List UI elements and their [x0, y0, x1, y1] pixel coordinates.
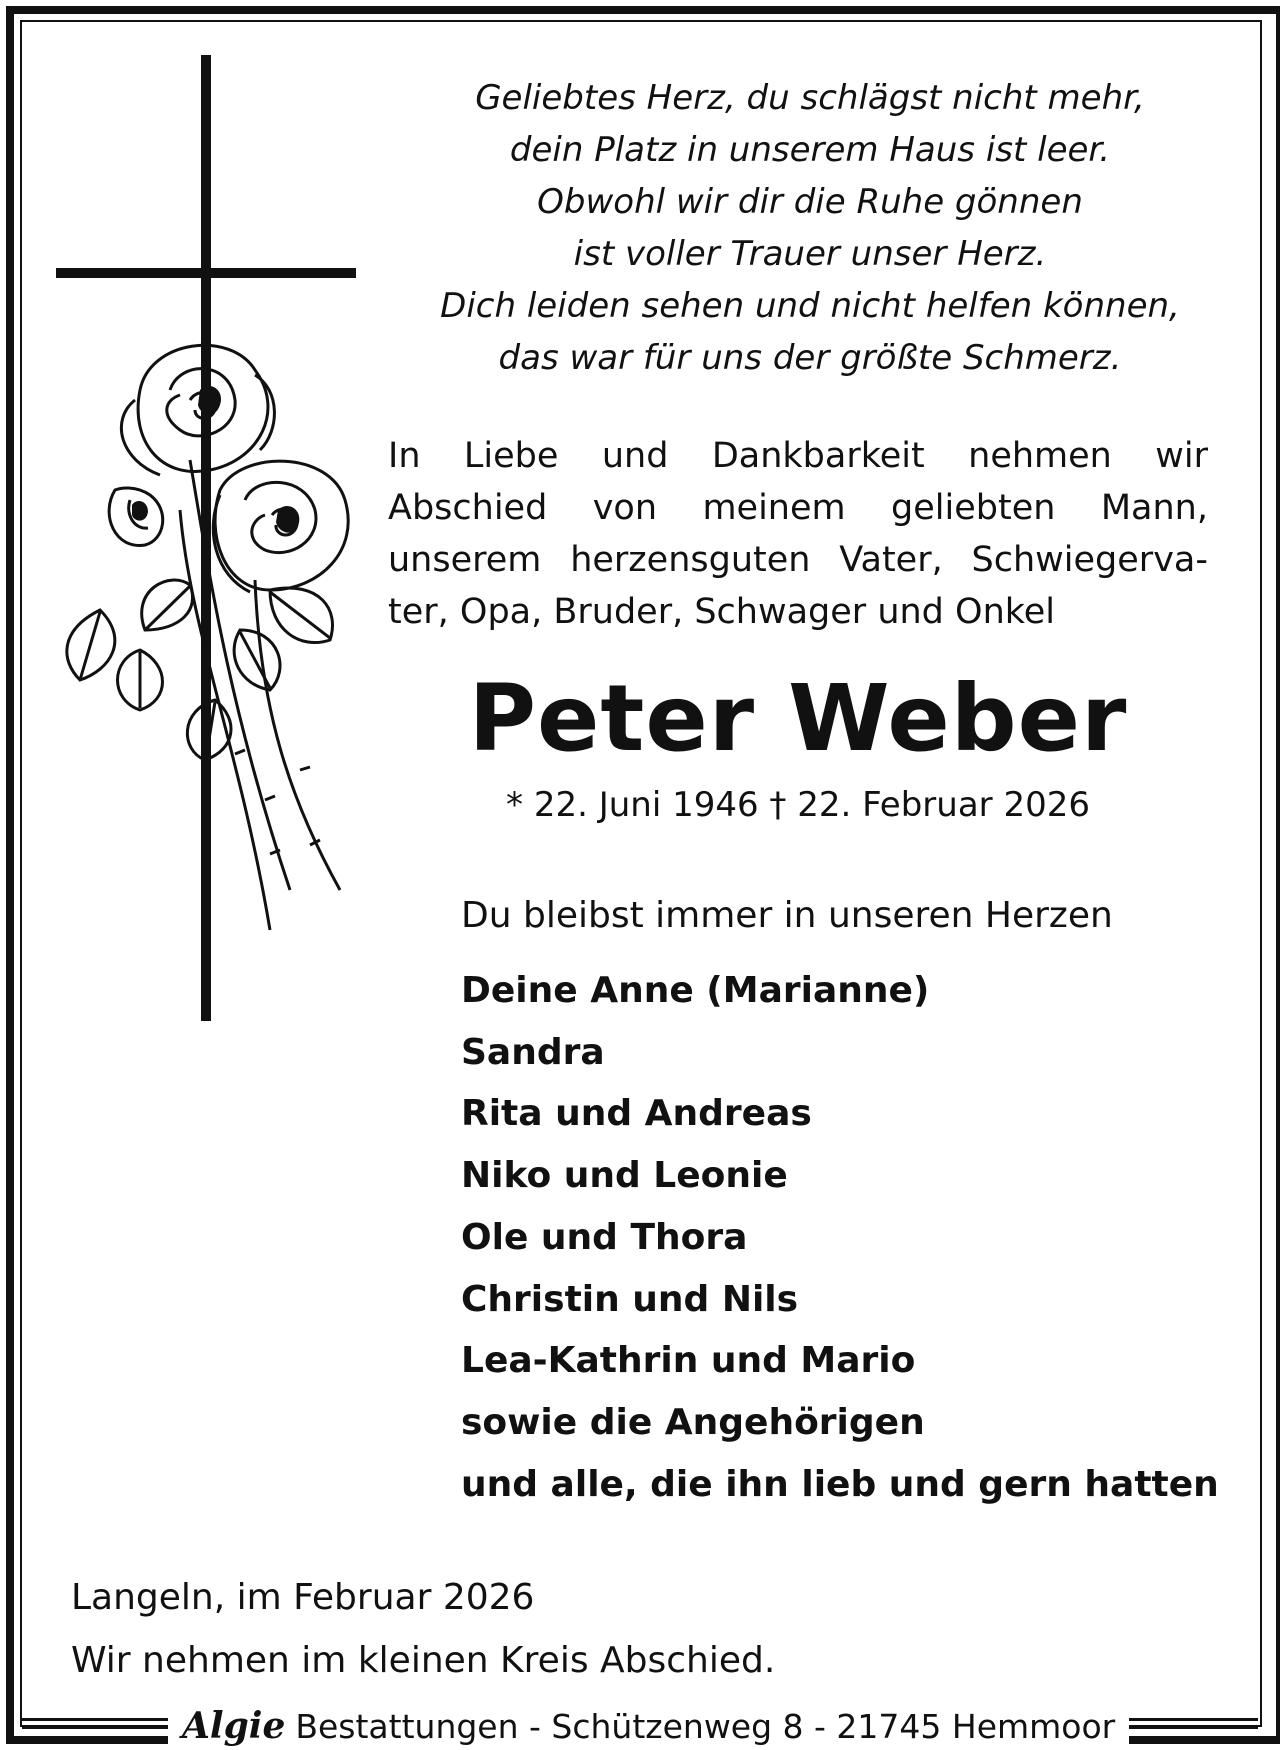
- poem-line: dein Platz in unserem Haus ist leer.: [509, 130, 1111, 170]
- motto: Du bleibst immer in unseren Herzen: [461, 895, 1113, 936]
- intro-line: In Liebe und Dankbarkeit nehmen wir: [388, 436, 1208, 476]
- funeral-home-logo: Algie: [182, 1705, 286, 1747]
- funeral-home-credit: [168, 1706, 1129, 1746]
- intro-line: ter, Opa, Bruder, Schwager und Onkel: [388, 592, 1056, 632]
- deceased-name: Peter Weber: [468, 665, 1128, 772]
- life-dates: * 22. Juni 1946 † 22. Februar 2026: [506, 785, 1090, 825]
- mourner: und alle, die ihn lieb und gern hatten: [461, 1463, 1219, 1505]
- mourner: Lea-Kathrin und Mario: [461, 1340, 916, 1382]
- funeral-home-address: Bestattungen - Schützenweg 8 - 21745 Hemmoor: [295, 1707, 1116, 1746]
- poem-line: das war für uns der größte Schmerz.: [498, 338, 1122, 378]
- intro-line: unserem herzensguten Vater, Schwiegerva-: [388, 540, 1208, 580]
- poem-line: Dich leiden sehen und nicht helfen können,: [440, 286, 1180, 326]
- mourner: sowie die Angehörigen: [461, 1401, 925, 1443]
- cross-icon-bar: [56, 268, 356, 278]
- poem: [380, 72, 1240, 384]
- intro-line: Abschied von meinem geliebten Mann,: [388, 488, 1208, 528]
- mourners-list: [461, 960, 1241, 1515]
- roses-illustration: [40, 330, 360, 950]
- poem-line: Obwohl wir dir die Ruhe gönnen: [537, 182, 1083, 222]
- mourner: Niko und Leonie: [461, 1155, 788, 1197]
- intro-paragraph: [388, 430, 1208, 638]
- place-date: Langeln, im Februar 2026: [71, 1577, 535, 1618]
- poem-line: ist voller Trauer unser Herz.: [573, 234, 1047, 274]
- mourner: Deine Anne (Marianne): [461, 970, 930, 1011]
- farewell-note: Wir nehmen im kleinen Kreis Abschied.: [71, 1640, 776, 1681]
- footer: [0, 1706, 1280, 1750]
- mourner: Rita und Andreas: [461, 1093, 812, 1135]
- mourner: Ole und Thora: [461, 1216, 748, 1258]
- mourner: Christin und Nils: [461, 1278, 799, 1320]
- poem-line: Geliebtes Herz, du schlägst nicht mehr,: [475, 78, 1145, 118]
- mourner: Sandra: [461, 1031, 605, 1073]
